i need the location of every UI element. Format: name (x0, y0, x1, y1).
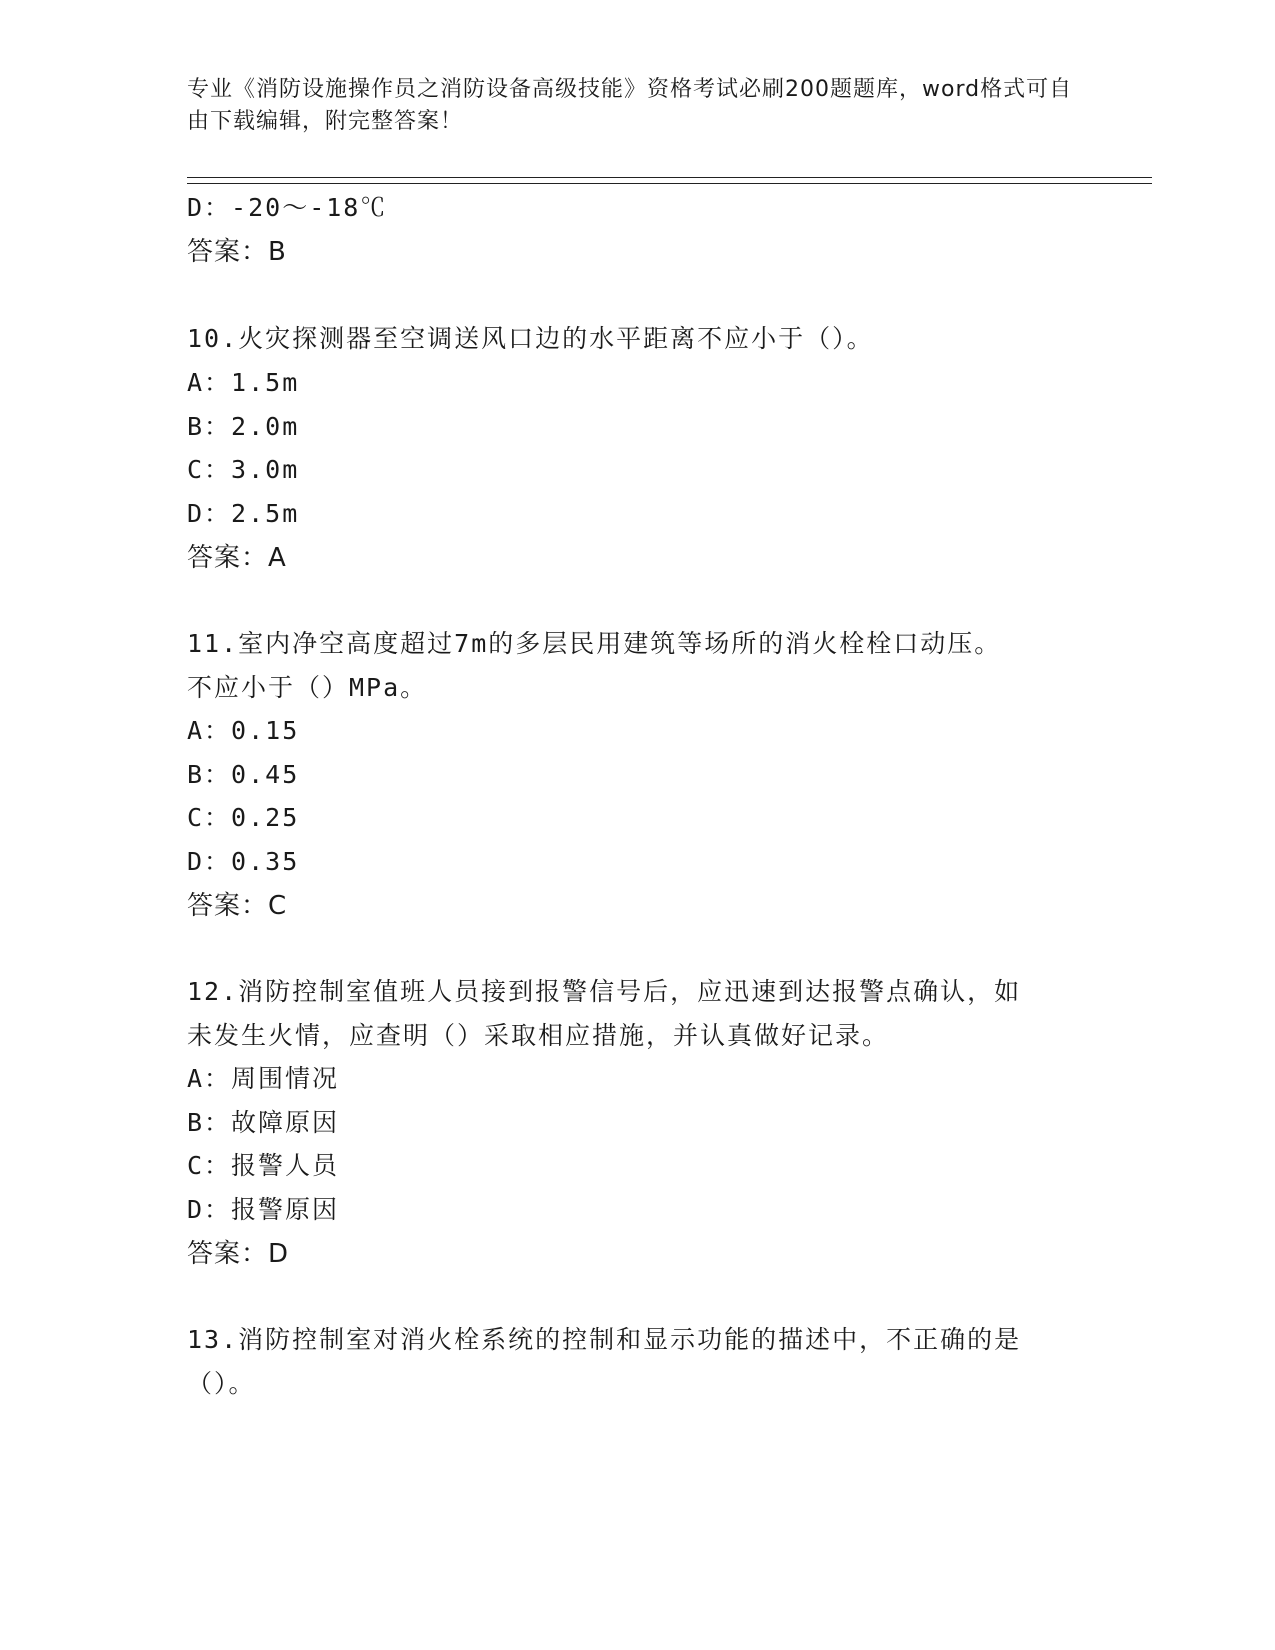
question-12-option-d: D：报警原因 (187, 1195, 340, 1224)
question-11-option-d: D：0.35 (187, 847, 300, 876)
question-13-stem-line-1: 13.消防控制室对消火栓系统的控制和显示功能的描述中，不正确的是 (187, 1325, 1022, 1354)
question-13-stem-line-2: （）。 (187, 1369, 256, 1398)
question-12-option-b: B：故障原因 (187, 1108, 340, 1137)
answer-line: 答案：B (187, 237, 287, 267)
question-12-stem-line-2: 未发生火情，应查明（）采取相应措施，并认真做好记录。 (187, 1021, 890, 1050)
question-11-stem-line-2: 不应小于（）MPa。 (187, 673, 428, 702)
question-11-option-a: A：0.15 (187, 716, 300, 745)
question-10-answer: 答案：A (187, 543, 287, 573)
header-rule-bottom (187, 183, 1152, 184)
option-d: D：-20～-18℃ (187, 193, 388, 222)
question-10-option-c: C：3.0m (187, 455, 300, 484)
page-header: 专业《消防设施操作员之消防设备高级技能》资格考试必刷200题题库，word格式可自由下载编辑，附完整答案！ (187, 77, 1073, 134)
question-10-option-b: B：2.0m (187, 412, 300, 441)
question-11-stem-line-1: 11.室内净空高度超过7m的多层民用建筑等场所的消火栓栓口动压。 (187, 629, 1002, 658)
question-12-stem-line-1: 12.消防控制室值班人员接到报警信号后，应迅速到达报警点确认，如 (187, 977, 1022, 1006)
question-11-option-c: C：0.25 (187, 803, 300, 832)
question-12-option-c: C：报警人员 (187, 1151, 340, 1180)
question-10-option-d: D：2.5m (187, 499, 300, 528)
header-rule-top (187, 177, 1152, 178)
question-12-option-a: A：周围情况 (187, 1064, 340, 1093)
question-11-option-b: B：0.45 (187, 760, 300, 789)
question-11-answer: 答案：C (187, 891, 288, 921)
question-12-answer: 答案：D (187, 1239, 290, 1269)
question-10-option-a: A：1.5m (187, 368, 300, 397)
question-10-stem: 10.火灾探测器至空调送风口边的水平距离不应小于（）。 (187, 324, 874, 353)
